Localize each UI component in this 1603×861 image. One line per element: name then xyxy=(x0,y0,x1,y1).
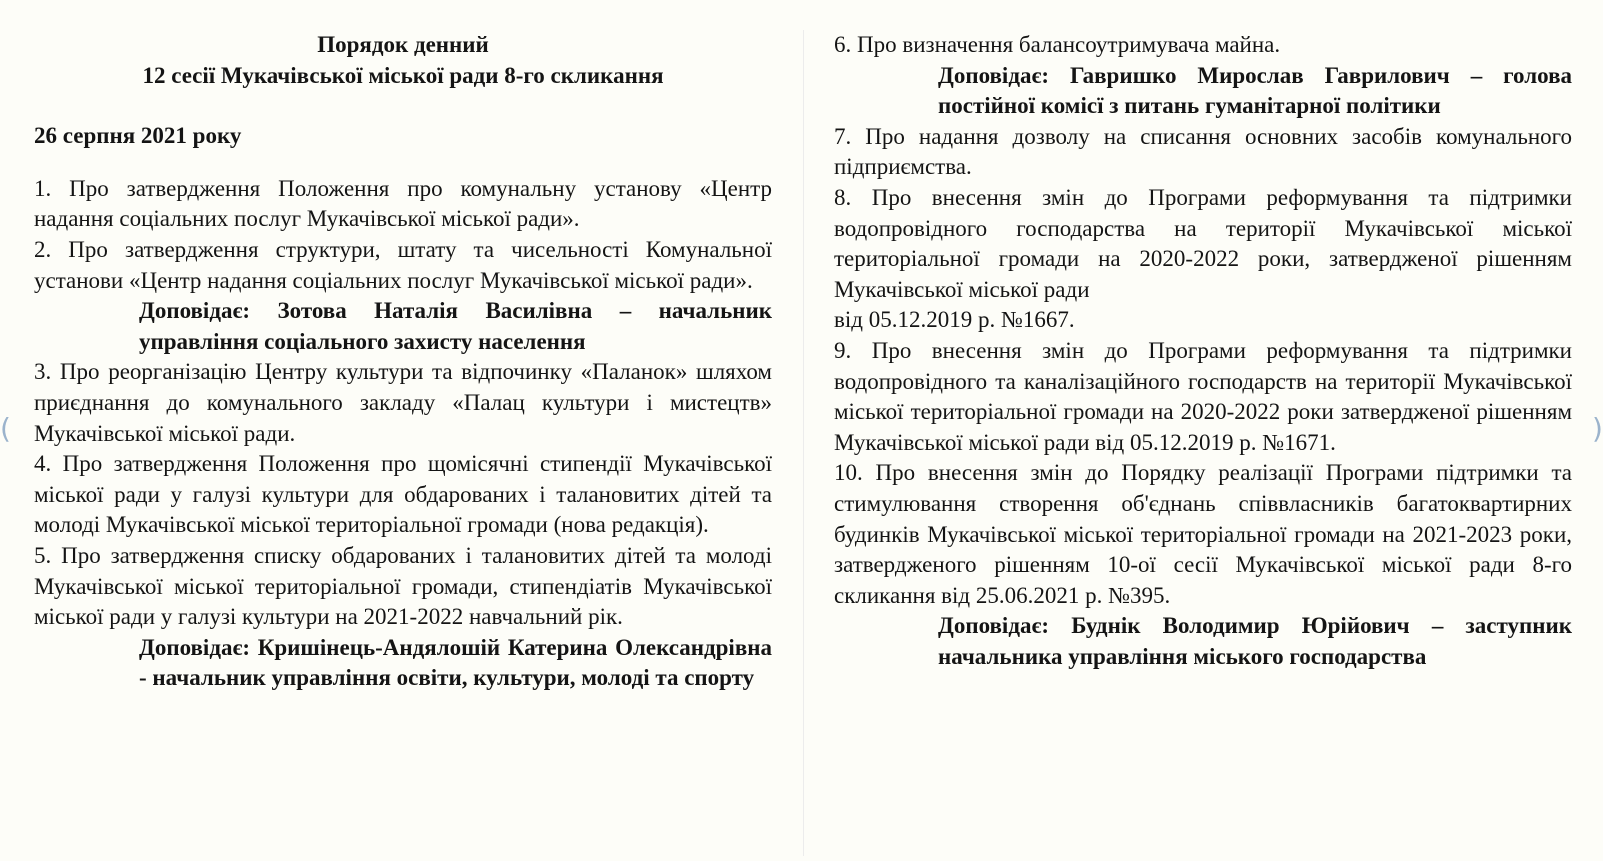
agenda-item-5: 5. Про затвердження списку обдарованих і талановитих дітей та молоді Мукачівської міської територіальної громади, стипендіатів Мукачівської міської ради у галузі культури на 2021-2022 навчальний рік. xyxy=(34,542,772,630)
agenda-item-2: 2. Про затвердження структури, штату та чисельності Комунальної установи «Центр надання соціальних послуг Мукачівської міської ради». xyxy=(34,236,772,293)
agenda-date: 26 серпня 2021 року xyxy=(34,123,242,149)
agenda-item-9: 9. Про внесення змін до Програми реформування та підтримки водопровідного та каналізаційного господарств на території Мукачівської міської територіальної громади на 2020-2022 роки затвердженої рішенням Мукачівської міської ради від 05.12.2019 р. №1671. xyxy=(834,337,1572,455)
chevron-left-icon[interactable]: ( xyxy=(0,412,11,445)
column-divider xyxy=(803,30,804,856)
agenda-list-left xyxy=(34,174,772,694)
speaker-2: Доповідає: Кришінець-Андялошій Катерина Олександрівна - начальник управління освіти, культури, молоді та спорту xyxy=(139,634,772,691)
agenda-item-3: 3. Про реорганізацію Центру культури та відпочинку «Паланок» шляхом приєднання до комунального закладу «Палац культури і мистецтв» Мукачівської міської ради. xyxy=(34,359,772,446)
speaker-4: Доповідає: Буднік Володимир Юрійович – заступник начальника управління міського господарства xyxy=(938,613,1572,669)
agenda-item-6: 6. Про визначення балансоутримувача майна. xyxy=(834,32,1281,57)
chevron-right-icon[interactable]: ) xyxy=(1592,412,1603,445)
agenda-item-10: 10. Про внесення змін до Порядку реалізації Програми підтримки та стимулювання створення об'єднань співвласників багатоквартирних будинків Мукачівської міської територіальної громади на 2021-2023 роки, затвердженого рішенням 10-ої сесії Мукачівської міської ради 8-го скликання від 25.06.2021 р. №395. xyxy=(834,460,1572,608)
agenda-subtitle: 12 сесії Мукачівської міської ради 8-го скликання xyxy=(142,62,664,88)
agenda-title: Порядок денний xyxy=(317,32,489,57)
agenda-item-8: 8. Про внесення змін до Програми реформування та підтримки водопровідного господарства на території Мукачівської міської територіальної громади на 2020-2022 роки, затвердженої рішенням Мукачівської міської ради xyxy=(834,184,1572,302)
agenda-item-8-date: від 05.12.2019 р. №1667. xyxy=(834,307,1075,333)
speaker-3: Доповідає: Гавришко Мирослав Гаврилович – голова постійної комісї з питань гуманітарної політики xyxy=(938,62,1572,119)
agenda-item-4: 4. Про затвердження Положення про щомісячні стипендії Мукачівської міської ради у галузі культури для обдарованих і талановитих дітей та молоді Мукачівської міської територіальної громади (нова редакція). xyxy=(34,451,772,538)
left-column xyxy=(34,30,772,694)
speaker-1: Доповідає: Зотова Наталія Василівна – начальник управління соціального захисту населення xyxy=(139,298,772,354)
agenda-item-1: 1. Про затвердження Положення про комунальну установу «Центр надання соціальних послуг Мукачівської міської ради». xyxy=(34,175,772,232)
agenda-item-7: 7. Про надання дозволу на списання основних засобів комунального підприємства. xyxy=(834,123,1572,180)
right-column xyxy=(834,30,1572,672)
